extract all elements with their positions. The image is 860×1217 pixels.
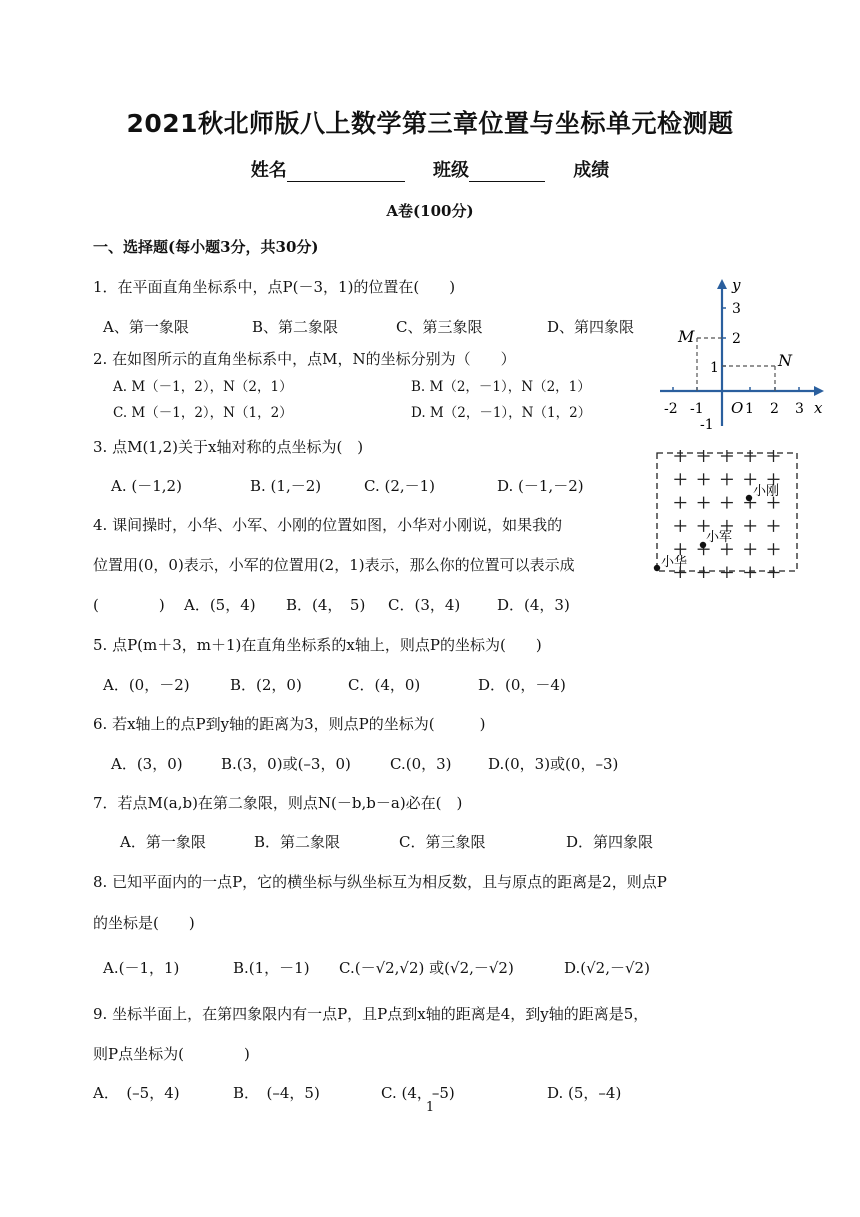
option-c[interactable]: C. M（－1，2），N（1，2） — [113, 405, 293, 421]
position-grid-figure — [652, 448, 804, 578]
option-c[interactable]: C. (2,－1) — [364, 477, 436, 495]
option-b[interactable]: B. (1,－2) — [250, 477, 322, 495]
option-d[interactable]: D、第四象限 — [547, 318, 635, 336]
option-d[interactable]: D.(√2,－√2) — [564, 959, 650, 977]
option-a[interactable]: A.(－1，1) — [103, 959, 180, 977]
name-blank[interactable] — [287, 163, 405, 182]
question-5-stem: 5. 点P(m＋3，m＋1)在直角坐标系的x轴上，则点P的坐标为( ) — [93, 636, 542, 654]
option-b[interactable]: B．第二象限 — [254, 833, 341, 851]
question-2-stem: 2. 在如图所示的直角坐标系中，点M，N的坐标分别为（ ） — [93, 350, 516, 368]
option-d[interactable]: D．(0，－4) — [478, 676, 566, 694]
xiaogang-point — [746, 495, 752, 501]
student-info-row — [0, 156, 860, 182]
point-n-label: N — [778, 351, 792, 370]
x-tick-label-neg1: -1 — [690, 401, 704, 417]
choice-section-heading: 一、选择题(每小题3分，共30分) — [93, 238, 319, 256]
question-7-stem: 7．若点M(a,b)在第二象限，则点N(－b,b－a)必在( ) — [93, 794, 463, 812]
option-c[interactable]: C.(－√2,√2) 或(√2,－√2) — [339, 959, 514, 977]
option-d[interactable]: D. (5，–4) — [547, 1084, 622, 1102]
option-d[interactable]: D. M（2，－1），N（1，2） — [411, 405, 592, 421]
option-c[interactable]: C. (4，–5) — [381, 1084, 455, 1102]
option-b[interactable]: B．(2，0) — [230, 676, 302, 694]
x-tick-label-neg2: -2 — [664, 401, 678, 417]
option-b[interactable]: B． (–4，5) — [233, 1084, 320, 1102]
section-a-heading: A卷(100分) — [386, 202, 474, 220]
option-b[interactable]: B.(1，－1) — [233, 959, 310, 977]
option-b[interactable]: B. M（2，－1），N（2，1） — [411, 379, 591, 395]
page-number: 1 — [425, 1100, 435, 1115]
y-tick-label-neg1: -1 — [700, 417, 714, 433]
y-tick-label-1: 1 — [710, 360, 719, 376]
option-a[interactable]: A．第一象限 — [120, 833, 206, 851]
score-label: 成绩 — [573, 160, 610, 181]
name-label: 姓名 — [250, 160, 287, 181]
x-axis-arrow — [814, 386, 824, 396]
y-tick-label-3: 3 — [732, 301, 741, 317]
question-8-stem-line1: 8. 已知平面内的一点P，它的横坐标与纵坐标互为相反数，且与原点的距离是2，则点P — [93, 873, 667, 891]
option-c[interactable]: C．(4，0) — [348, 676, 421, 694]
x-tick-label-3: 3 — [795, 401, 804, 417]
option-c[interactable]: C.(0，3) — [390, 755, 452, 773]
option-b[interactable]: B.(3，0)或(–3，0) — [221, 755, 351, 773]
class-label: 班级 — [433, 160, 469, 181]
page-title: 2021秋北师版八上数学第三章位置与坐标单元检测题 — [126, 109, 734, 138]
class-blank[interactable] — [469, 163, 545, 182]
option-a[interactable]: A．(3，0) — [111, 755, 183, 773]
question-4-stem-line1: 4. 课间操时，小华、小军、小刚的位置如图，小华对小刚说，如果我的 — [93, 516, 563, 534]
option-a[interactable]: A． (–5，4) — [93, 1084, 180, 1102]
option-d[interactable]: D.(0，3)或(0，–3) — [488, 755, 619, 773]
y-tick-label-2: 2 — [732, 331, 741, 347]
question-3-stem: 3. 点M(1,2)关于x轴对称的点坐标为( ) — [93, 438, 364, 456]
option-a[interactable]: A. M（－1，2），N（2，1） — [113, 379, 293, 395]
option-a[interactable]: A．(0，－2) — [103, 676, 190, 694]
option-c[interactable]: C．第三象限 — [399, 833, 486, 851]
question-4-stem-line2: 位置用(0，0)表示，小军的位置用(2，1)表示，那么你的位置可以表示成 — [93, 556, 575, 574]
x-axis-label: x — [814, 399, 823, 417]
answer-paren: ( ) — [93, 596, 165, 614]
question-6-stem: 6. 若x轴上的点P到y轴的距离为3，则点P的坐标为( ) — [93, 715, 486, 733]
xiaohua-label: 小华 — [661, 555, 688, 570]
option-a[interactable]: A．(5，4) — [184, 596, 256, 614]
question-9-stem-line1: 9. 坐标半面上，在第四象限内有一点P，且P点到x轴的距离是4，到y轴的距离是5， — [93, 1005, 649, 1023]
option-d[interactable]: D. (－1,－2) — [497, 477, 584, 495]
option-c[interactable]: C．(3，4) — [388, 596, 461, 614]
question-9-stem-line2: 则P点坐标为( ) — [93, 1045, 250, 1063]
option-d[interactable]: D．第四象限 — [566, 833, 654, 851]
xiaojun-label: 小军 — [706, 530, 733, 545]
option-d[interactable]: D．(4，3) — [497, 596, 570, 614]
question-1-stem: 1．在平面直角坐标系中，点P(－3，1)的位置在( ) — [93, 278, 456, 296]
y-axis-label: y — [732, 276, 741, 294]
grid-crosses — [674, 450, 779, 578]
option-c[interactable]: C、第三象限 — [396, 318, 483, 336]
option-a[interactable]: A、第一象限 — [103, 318, 189, 336]
origin-label: O — [731, 399, 744, 417]
x-tick-label-2: 2 — [770, 401, 779, 417]
question-8-stem-line2: 的坐标是( ) — [93, 914, 195, 932]
x-tick-label-1: 1 — [745, 401, 754, 417]
option-b[interactable]: B．(4， 5) — [286, 596, 366, 614]
coordinate-figure — [656, 276, 828, 434]
xiaogang-label: 小刚 — [753, 484, 780, 499]
option-b[interactable]: B、第二象限 — [252, 318, 339, 336]
y-axis-arrow — [717, 279, 727, 289]
point-m-label: M — [678, 327, 695, 346]
xiaohua-point — [654, 565, 660, 571]
option-a[interactable]: A. (－1,2) — [111, 477, 182, 495]
